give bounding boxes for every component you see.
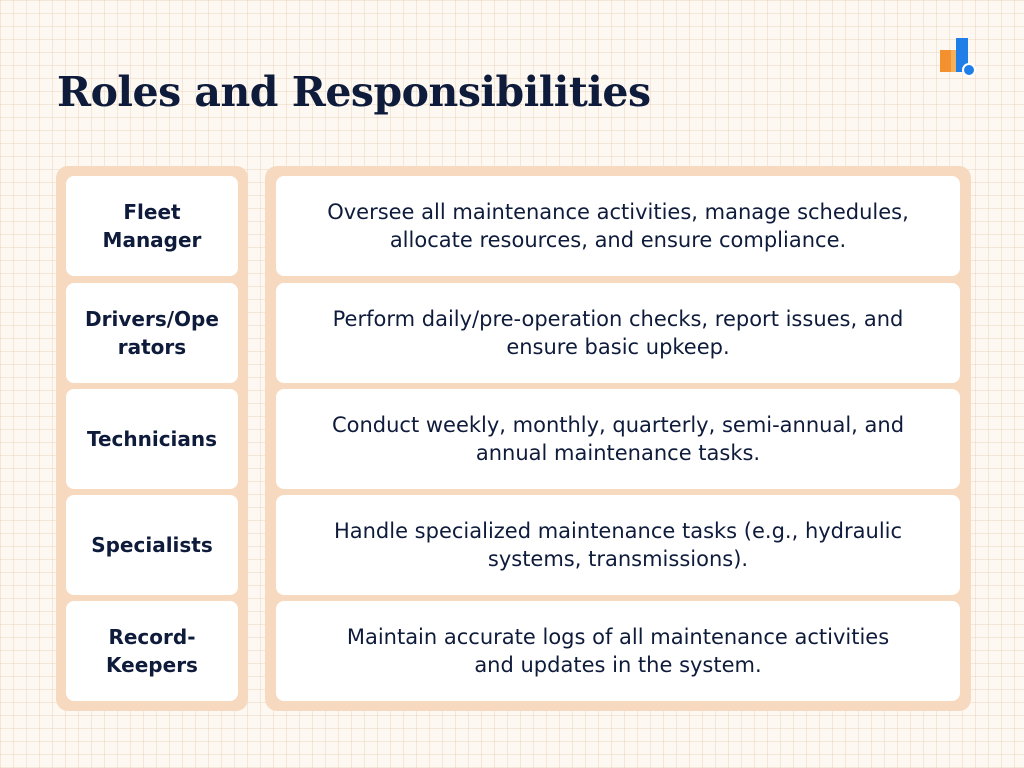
- responsibility-cell-drivers-operators: [276, 283, 960, 383]
- roles-column: [56, 166, 248, 711]
- responsibility-text: Handle specialized maintenance tasks (e.g., hydraulic systems, transmissions).: [333, 519, 903, 571]
- responsibility-cell-technicians: [276, 389, 960, 489]
- responsibility-text: Conduct weekly, monthly, quarterly, semi-annual, and annual maintenance tasks.: [331, 413, 905, 465]
- role-cell-technicians: [66, 389, 238, 489]
- role-label: Record- Keepers: [106, 625, 198, 677]
- responsibilities-column: [265, 166, 971, 711]
- role-label: Drivers/Ope rators: [85, 307, 219, 359]
- role-cell-drivers-operators: [66, 283, 238, 383]
- role-cell-specialists: [66, 495, 238, 595]
- role-label: Specialists: [91, 533, 213, 557]
- role-cell-record-keepers: [66, 601, 238, 701]
- responsibility-cell-specialists: [276, 495, 960, 595]
- bar-chart-logo-icon: [938, 36, 978, 80]
- role-cell-fleet-manager: [66, 176, 238, 276]
- responsibility-text: Oversee all maintenance activities, manage schedules, allocate resources, and ensure compliance.: [327, 200, 909, 252]
- responsibility-text: Maintain accurate logs of all maintenance activities and updates in the system.: [346, 625, 890, 677]
- role-label: Technicians: [86, 427, 218, 451]
- responsibility-text: Perform daily/pre-operation checks, report issues, and ensure basic upkeep.: [332, 307, 904, 359]
- responsibility-cell-record-keepers: [276, 601, 960, 701]
- page-title: Roles and Responsibilities: [57, 68, 651, 116]
- role-label: Fleet Manager: [102, 200, 202, 252]
- responsibility-cell-fleet-manager: [276, 176, 960, 276]
